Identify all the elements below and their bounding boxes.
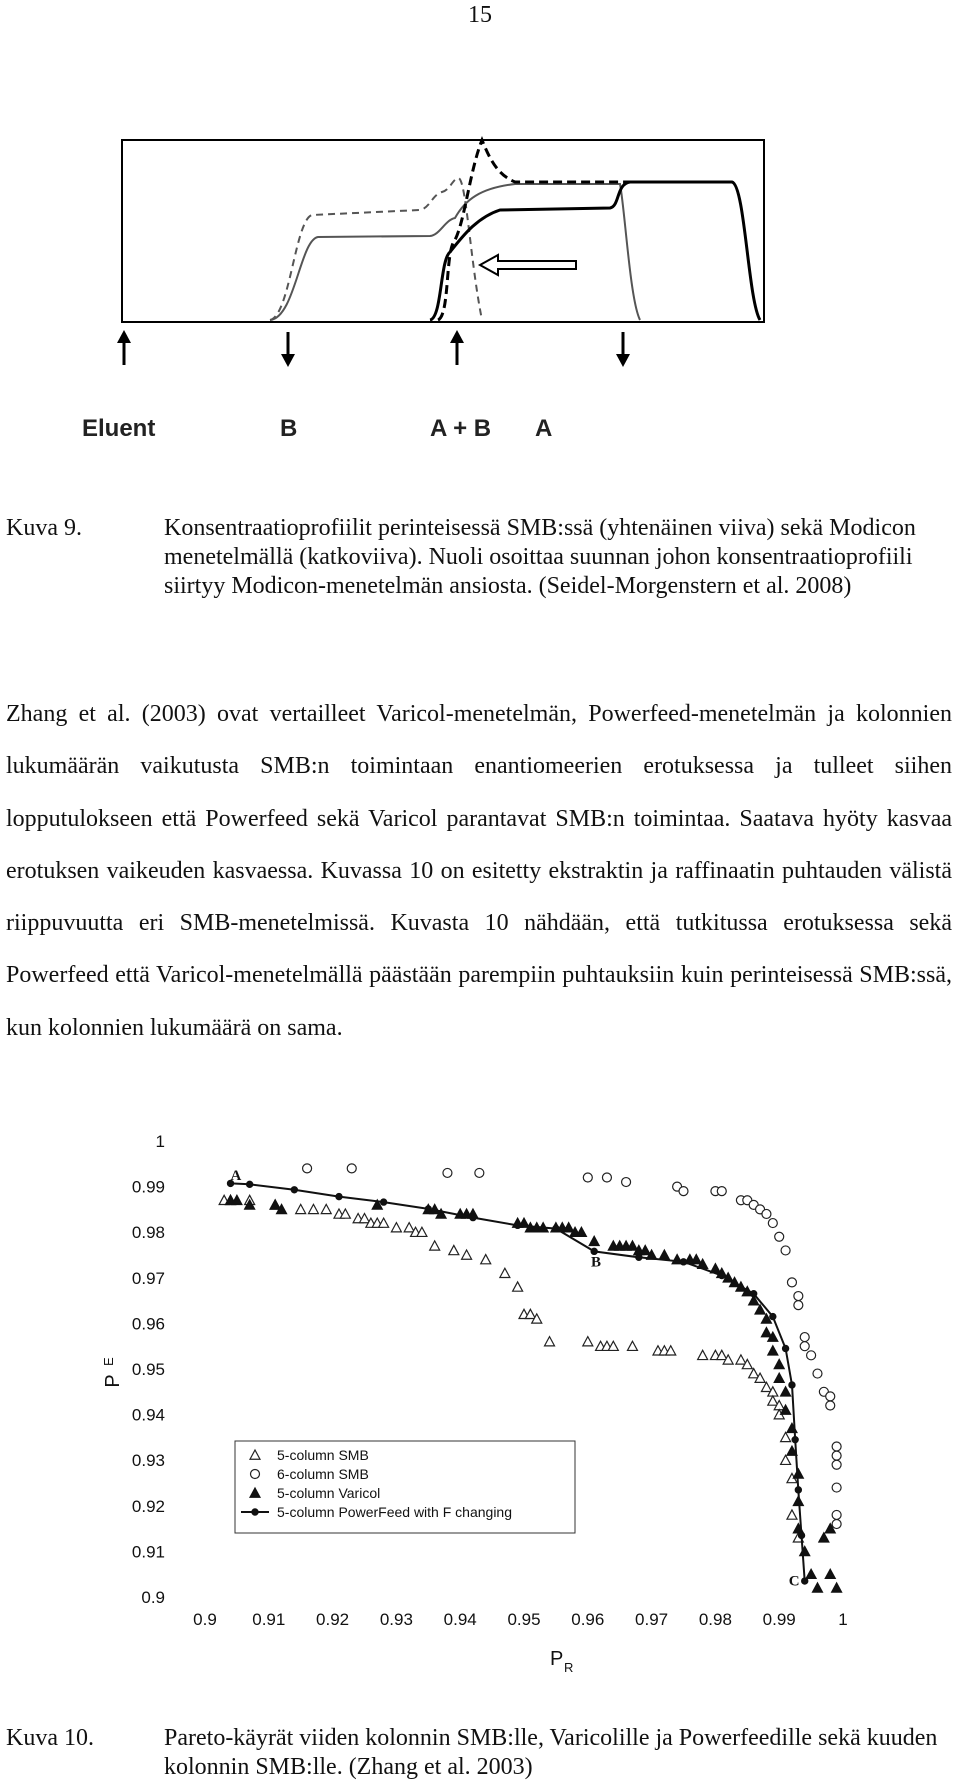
data-point-5-column-smb (404, 1223, 414, 1232)
data-point-5-column-powerfeed-with-f-changing (770, 1313, 776, 1319)
data-point-6-column-smb (832, 1520, 841, 1529)
data-point-5-column-powerfeed-with-f-changing (795, 1487, 801, 1493)
data-point-5-column-smb (736, 1355, 746, 1364)
data-point-6-column-smb (832, 1451, 841, 1460)
data-point-5-column-smb (627, 1341, 637, 1350)
y-tick-label: 0.92 (131, 1496, 165, 1516)
data-point-5-column-powerfeed-with-f-changing (719, 1272, 725, 1278)
data-point-5-column-powerfeed-with-f-changing (291, 1187, 297, 1193)
data-point-5-column-powerfeed-with-f-changing (636, 1254, 642, 1260)
y-tick-label: 0.91 (131, 1542, 165, 1562)
data-point-6-column-smb (303, 1164, 312, 1173)
eluent-arrow-icon (117, 330, 131, 365)
data-point-5-column-varicol (825, 1569, 835, 1578)
y-tick-label: 0.98 (131, 1223, 165, 1243)
data-point-5-column-powerfeed-with-f-changing (802, 1578, 808, 1584)
data-point-5-column-powerfeed-with-f-changing (789, 1382, 795, 1388)
data-point-5-column-varicol (270, 1200, 280, 1209)
y-tick-label: 0.95 (131, 1360, 165, 1379)
y-tick-label: 0.97 (131, 1268, 165, 1288)
x-axis-label-subscript: R (564, 1660, 574, 1675)
data-point-5-column-powerfeed-with-f-changing (680, 1259, 686, 1265)
data-point-6-column-smb (826, 1401, 835, 1410)
data-point-5-column-varicol (774, 1373, 784, 1382)
data-point-6-column-smb (832, 1510, 841, 1519)
data-point-5-column-powerfeed-with-f-changing (380, 1199, 386, 1205)
data-point-5-column-smb (391, 1223, 401, 1232)
data-point-6-column-smb (807, 1351, 816, 1360)
y-tick-label: 0.99 (131, 1177, 165, 1197)
data-point-5-column-smb (296, 1204, 306, 1213)
data-point-6-column-smb (832, 1483, 841, 1492)
b-outlet-arrow-icon (281, 332, 295, 367)
data-point-5-column-smb (761, 1382, 771, 1391)
x-tick-label: 0.98 (698, 1610, 732, 1629)
data-point-6-column-smb (800, 1333, 809, 1342)
data-point-5-column-varicol (812, 1583, 822, 1592)
data-point-6-column-smb (768, 1219, 777, 1228)
data-point-6-column-smb (347, 1164, 356, 1173)
shift-direction-arrow (480, 255, 576, 275)
data-point-6-column-smb (832, 1460, 841, 1469)
data-point-6-column-smb (717, 1187, 726, 1196)
feed-inlet-arrow-icon (450, 330, 464, 365)
data-point-5-column-smb (781, 1455, 791, 1464)
data-point-5-column-smb (513, 1282, 523, 1291)
data-point-5-column-powerfeed-with-f-changing (336, 1193, 342, 1199)
data-point-5-column-varicol (761, 1328, 771, 1337)
y-axis-label-subscript: E (101, 1357, 116, 1366)
data-point-5-column-smb (545, 1337, 555, 1346)
data-point-5-column-powerfeed-with-f-changing (750, 1291, 756, 1297)
figure10-caption-text: Pareto-käyrät viiden kolonnin SMB:lle, Varicolille ja Powerfeedille sekä kuuden kolonnin SMB:lle. (Zhang et al. 2003) (164, 1725, 938, 1780)
data-point-5-column-smb (583, 1337, 593, 1346)
pareto-chart (101, 1125, 865, 1685)
data-point-6-column-smb (622, 1178, 631, 1187)
x-tick-label: 0.96 (571, 1610, 605, 1629)
data-point-5-column-smb (430, 1241, 440, 1250)
data-point-6-column-smb (832, 1442, 841, 1451)
legend-marker-6-column-smb (251, 1470, 260, 1479)
x-tick-label: 0.99 (762, 1610, 796, 1629)
legend-label-6-column-smb: 6-column SMB (277, 1466, 369, 1482)
y-tick-label: 0.9 (141, 1588, 165, 1607)
data-point-5-column-smb (698, 1350, 708, 1359)
data-point-5-column-smb (768, 1396, 778, 1405)
data-point-6-column-smb (800, 1342, 809, 1351)
data-point-5-column-smb (449, 1245, 459, 1254)
data-point-5-column-varicol (781, 1387, 791, 1396)
x-tick-label: 0.91 (252, 1610, 286, 1629)
b-label: B (280, 415, 298, 442)
x-tick-label: 0.95 (507, 1610, 541, 1629)
data-point-6-column-smb (475, 1168, 484, 1177)
data-point-5-column-smb (500, 1268, 510, 1277)
data-point-5-column-powerfeed-with-f-changing (782, 1345, 788, 1351)
data-point-5-column-varicol (768, 1346, 778, 1355)
smb-profile-thin (270, 184, 640, 320)
data-point-5-column-smb (481, 1255, 491, 1264)
data-point-6-column-smb (602, 1173, 611, 1182)
eluent-label: Eluent (82, 415, 156, 442)
x-tick-label: 0.94 (443, 1610, 477, 1629)
data-point-5-column-varicol (659, 1250, 669, 1259)
data-point-6-column-smb (679, 1187, 688, 1196)
profile-frame (122, 140, 764, 322)
figure9-caption-label: Kuva 9. (6, 515, 82, 541)
data-point-5-column-varicol (800, 1546, 810, 1555)
data-point-5-column-varicol (832, 1583, 842, 1592)
data-point-5-column-powerfeed-with-f-changing (514, 1222, 520, 1228)
figure10-caption-label: Kuva 10. (6, 1725, 94, 1751)
data-point-6-column-smb (443, 1168, 452, 1177)
y-tick-label: 1 (155, 1132, 165, 1151)
point-label-a: A (230, 1167, 242, 1184)
data-point-6-column-smb (781, 1246, 790, 1255)
data-point-6-column-smb (762, 1209, 771, 1218)
y-axis-label: P (102, 1374, 124, 1388)
data-point-5-column-varicol (806, 1569, 816, 1578)
legend-marker-5-column-powerfeed-with-f-changing (252, 1509, 258, 1515)
data-point-5-column-smb (462, 1250, 472, 1259)
a-outlet-arrow-icon (616, 332, 630, 367)
point-label-b: B (590, 1254, 602, 1271)
data-point-5-column-powerfeed-with-f-changing (792, 1436, 798, 1442)
x-tick-label: 0.97 (635, 1610, 669, 1629)
x-tick-label: 0.93 (379, 1610, 413, 1629)
y-tick-label: 0.96 (131, 1314, 165, 1334)
figure9-caption-text: Konsentraatioprofiilit perinteisessä SMB:ssä (yhtenäinen viiva) sekä Modicon menetelmällä (katkoviiva). Nuoli osoittaa suunnan johon konsentraatioprofiili siirtyy Modicon-menetelmän ansiosta. (Seidel-Morgenstern et al. 2008) (164, 515, 916, 599)
legend-label-5-column-powerfeed-with-f-changing: 5-column PowerFeed with F changing (277, 1504, 513, 1520)
x-tick-label: 0.9 (193, 1610, 217, 1629)
page-number: 15 (468, 2, 492, 28)
body-paragraph: Zhang et al. (2003) ovat vertailleet Varicol-menetelmän, Powerfeed-menetelmän ja kolonnien lukumäärän vaikutusta SMB:n toimintaan enantiomeerien erotuksessa ja tulleet siihen lopputulokseen että Powerfeed sekä Varicol parantavat SMB:n toimintaa. Saatava hyöty kasvaa erotuksen vaikeuden kasvaessa. Kuvassa 10 on esitetty ekstraktin ja raffinaatin puhtauden välistä riippuvuutta eri SMB-menetelmissä. Kuvasta 10 nähdään, että tutkitussa erotuksessa sekä Powerfeed että Varicol-menetelmällä päästään parempiin puhtauksiin kuin perinteisessä SMB:ssä, kun kolonnien lukumäärä on sama. (6, 701, 952, 1041)
y-tick-label: 0.93 (131, 1451, 165, 1471)
data-point-5-column-smb (781, 1432, 791, 1441)
data-point-6-column-smb (813, 1369, 822, 1378)
data-point-6-column-smb (826, 1392, 835, 1401)
data-point-6-column-smb (787, 1278, 796, 1287)
data-point-6-column-smb (794, 1292, 803, 1301)
data-point-5-column-powerfeed-with-f-changing (798, 1532, 804, 1538)
data-point-6-column-smb (775, 1232, 784, 1241)
data-point-5-column-powerfeed-with-f-changing (425, 1206, 431, 1212)
y-tick-label: 0.94 (131, 1405, 165, 1425)
data-point-5-column-powerfeed-with-f-changing (553, 1225, 559, 1231)
a-plus-b-label: A + B (430, 415, 492, 442)
legend-label-5-column-varicol: 5-column Varicol (277, 1485, 381, 1501)
data-point-6-column-smb (583, 1173, 592, 1182)
concentration-profile-figure (82, 140, 820, 460)
data-point-6-column-smb (794, 1301, 803, 1310)
data-point-5-column-powerfeed-with-f-changing (246, 1181, 252, 1187)
data-point-5-column-powerfeed-with-f-changing (470, 1214, 476, 1220)
x-tick-label: 0.92 (316, 1610, 350, 1629)
data-point-5-column-smb (749, 1369, 759, 1378)
smb-profile-thick (430, 182, 760, 320)
legend-label-5-column-smb: 5-column SMB (277, 1447, 369, 1463)
data-point-5-column-smb (321, 1204, 331, 1213)
a-label: A (535, 415, 553, 442)
data-point-5-column-varicol (819, 1533, 829, 1542)
data-point-5-column-smb (787, 1510, 797, 1519)
x-tick-label: 1 (838, 1610, 848, 1629)
data-point-5-column-varicol (589, 1236, 599, 1245)
data-point-5-column-smb (308, 1204, 318, 1213)
data-point-5-column-varicol (774, 1359, 784, 1368)
x-axis-label: P (550, 1648, 564, 1670)
point-label-c: C (788, 1573, 800, 1590)
